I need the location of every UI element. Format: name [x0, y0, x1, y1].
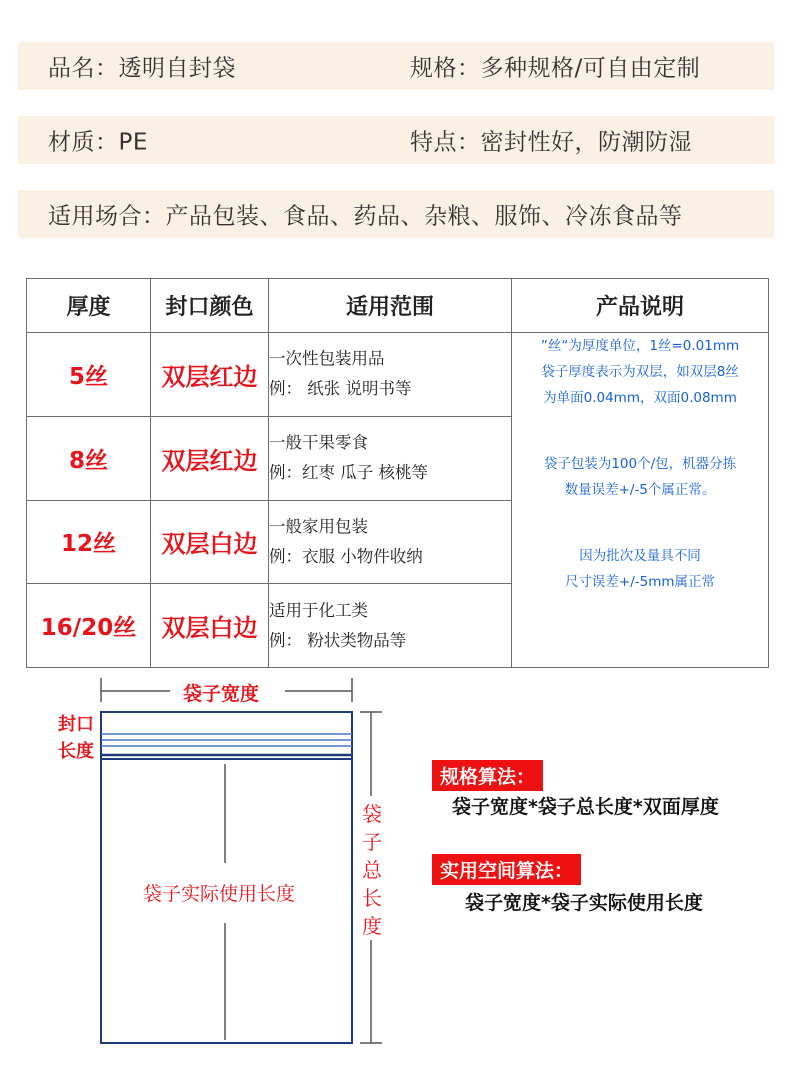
total-length-char: 袋 [362, 802, 382, 826]
cell-seal-color: 双层红边 [151, 333, 269, 417]
seal-lines [101, 734, 352, 759]
desc-line: ”丝“为厚度单位，1丝=0.01mm [540, 338, 740, 354]
cell-seal-color: 双层红边 [151, 416, 269, 500]
header-seal-color: 封口颜色 [151, 279, 269, 333]
usage-length-label: 袋子实际使用长度 [143, 883, 296, 905]
product-name: 品名：透明自封袋 [48, 55, 236, 82]
product-feature: 特点：密封性好，防潮防湿 [410, 129, 692, 156]
cell-description [512, 333, 769, 668]
usage-line: 一般干果零食 [269, 433, 368, 453]
bag-outline [101, 712, 352, 1043]
usage-example: 例： 粉状类物品等 [269, 630, 407, 650]
header-thickness: 厚度 [27, 279, 151, 333]
cell-thickness: 8丝 [27, 416, 151, 500]
cell-usage [269, 500, 512, 584]
table-row [27, 333, 769, 417]
header-usage: 适用范围 [269, 279, 512, 333]
spec-table [26, 278, 769, 668]
cell-seal-color: 双层白边 [151, 500, 269, 584]
cell-thickness: 12丝 [27, 500, 151, 584]
desc-line: 为单面0.04mm，双面0.08mm [543, 390, 737, 406]
desc-line: 袋子包装为100个/包，机器分拣 [543, 456, 737, 472]
cell-thickness: 16/20丝 [27, 584, 151, 668]
usage-example: 例： 纸张 说明书等 [269, 379, 412, 399]
cell-usage [269, 333, 512, 417]
total-length-char: 子 [362, 830, 382, 854]
table-header-row [27, 279, 769, 333]
total-length-char: 长 [362, 886, 382, 910]
cell-seal-color: 双层白边 [151, 584, 269, 668]
product-spec: 规格：多种规格/可自由定制 [410, 55, 701, 82]
info-band-3 [18, 190, 774, 238]
total-length-label [360, 800, 384, 940]
desc-line: 数量误差+/-5个属正常。 [564, 482, 716, 498]
usage-line: 适用于化工类 [269, 600, 368, 620]
desc-line: 袋子厚度表示为双层，如双层8丝 [541, 364, 739, 380]
header-description: 产品说明 [512, 279, 769, 333]
product-usage: 适用场合：产品包装、食品、药品、杂粮、服饰、冷冻食品等 [48, 203, 683, 230]
space-formula-title: 实用空间算法： [432, 854, 581, 885]
cell-thickness: 5丝 [27, 333, 151, 417]
total-length-char: 度 [362, 914, 382, 938]
seal-length-label-line1: 封口 [58, 714, 94, 735]
usage-line: 一般家用包装 [269, 516, 368, 536]
desc-line: 因为批次及量具不同 [579, 548, 701, 564]
cell-usage [269, 416, 512, 500]
info-band-2 [18, 116, 774, 164]
spec-formula-title: 规格算法： [432, 760, 543, 791]
usage-example: 例：红枣 瓜子 核桃等 [269, 463, 428, 483]
usage-line: 一次性包装用品 [269, 349, 385, 369]
usage-example: 例：衣服 小物件收纳 [269, 546, 423, 566]
desc-line: 尺寸误差+/-5mm属正常 [564, 574, 716, 590]
product-material: 材质：PE [48, 129, 148, 156]
info-band-1 [18, 42, 774, 90]
spec-formula: 袋子宽度*袋子总长度*双面厚度 [452, 796, 719, 818]
seal-length-label-line2: 长度 [58, 741, 94, 762]
total-length-char: 总 [362, 858, 382, 882]
bag-width-label: 袋子宽度 [183, 683, 260, 705]
space-formula: 袋子宽度*袋子实际使用长度 [465, 892, 703, 914]
cell-usage [269, 584, 512, 668]
